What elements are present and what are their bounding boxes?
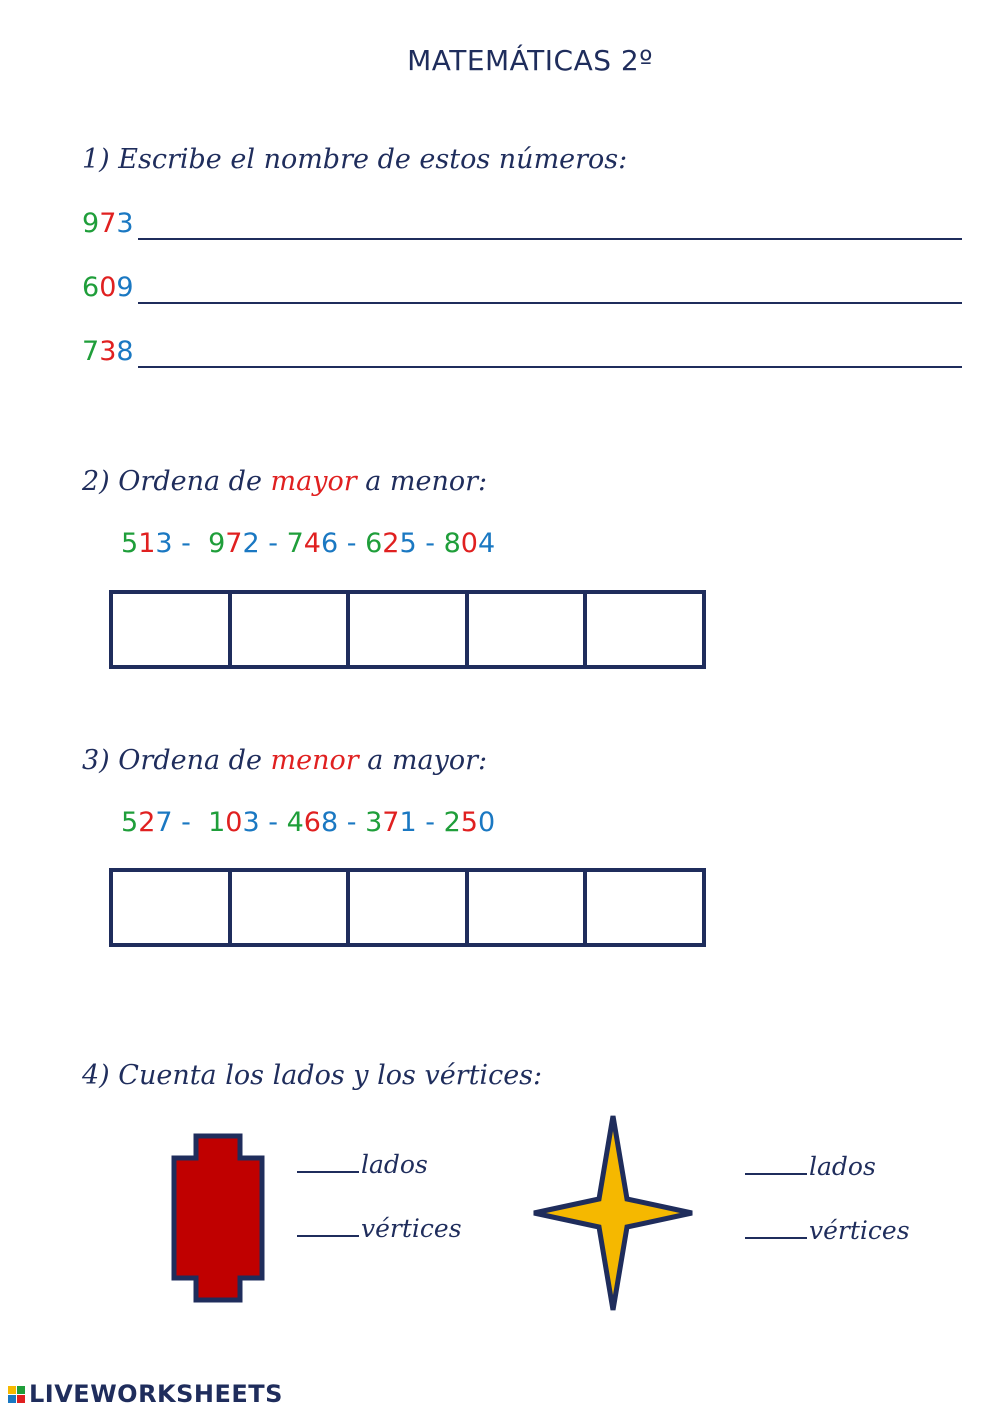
seq-number <box>208 528 260 559</box>
q1-answer-line-1[interactable] <box>138 238 962 240</box>
question-1-heading: 1) Escribe el nombre de estos números: <box>82 144 628 175</box>
yellow-star-shape <box>530 1112 696 1314</box>
logo-text: LIVEWORKSHEETS <box>29 1380 283 1408</box>
vertices-label: vértices <box>361 1214 462 1243</box>
seq-number <box>444 807 496 838</box>
vertices-blank[interactable] <box>297 1235 359 1237</box>
q1-answer-line-3[interactable] <box>138 366 962 368</box>
digit-tens: 4 <box>303 528 321 559</box>
digit-units: 9 <box>116 272 134 303</box>
digit-hundreds: 7 <box>82 336 100 367</box>
separator: - <box>346 807 357 838</box>
sides-blank[interactable] <box>297 1171 359 1173</box>
digit-tens: 7 <box>225 528 243 559</box>
digit-tens: 6 <box>303 807 321 838</box>
seq-number <box>208 807 260 838</box>
shape1-vertices-answer <box>297 1214 462 1243</box>
question-3-heading <box>82 745 487 776</box>
shape1-sides-answer <box>297 1150 428 1179</box>
vertices-label: vértices <box>809 1216 910 1245</box>
answer-box[interactable] <box>350 872 469 943</box>
shape2-sides-answer <box>745 1152 876 1181</box>
separator: - <box>425 807 435 838</box>
q1-number-2 <box>82 272 134 303</box>
q1-number-3 <box>82 336 134 367</box>
separator: - <box>181 528 191 559</box>
digit-tens: 3 <box>99 336 117 367</box>
digit-tens: 5 <box>460 807 478 838</box>
sides-label: lados <box>361 1150 428 1179</box>
digit-units: 7 <box>155 807 173 838</box>
seq-number <box>365 807 417 838</box>
digit-hundreds: 4 <box>286 807 304 838</box>
digit-tens: 0 <box>99 272 117 303</box>
heading-text: 3) Ordena de <box>82 745 271 776</box>
question-4-heading: 4) Cuenta los lados y los vértices: <box>82 1060 543 1091</box>
digit-hundreds: 9 <box>208 528 226 559</box>
answer-box[interactable] <box>587 594 702 665</box>
digit-hundreds: 5 <box>121 807 139 838</box>
q2-number-sequence <box>121 528 495 559</box>
digit-tens: 7 <box>99 208 117 239</box>
digit-units: 3 <box>155 528 173 559</box>
page-title: MATEMÁTICAS 2º <box>407 44 653 77</box>
q1-number-1 <box>82 208 134 239</box>
question-2-heading <box>82 466 487 497</box>
seq-number <box>287 807 339 838</box>
digit-tens: 1 <box>138 528 156 559</box>
answer-box[interactable] <box>232 594 351 665</box>
logo-icon <box>8 1386 25 1403</box>
digit-hundreds: 2 <box>443 807 461 838</box>
shape2-vertices-answer <box>745 1216 910 1245</box>
separator: - <box>346 528 357 559</box>
star-outline <box>534 1116 692 1310</box>
separator: - <box>181 807 191 838</box>
separator: - <box>425 528 435 559</box>
answer-box[interactable] <box>113 594 232 665</box>
sides-label: lados <box>809 1152 876 1181</box>
digit-hundreds: 8 <box>443 528 461 559</box>
q3-number-sequence <box>121 807 495 838</box>
digit-hundreds: 6 <box>365 528 383 559</box>
digit-units: 3 <box>242 807 260 838</box>
digit-hundreds: 9 <box>82 208 100 239</box>
red-polygon-shape <box>168 1132 268 1304</box>
digit-units: 3 <box>116 208 134 239</box>
seq-number <box>121 528 173 559</box>
digit-units: 8 <box>320 807 339 838</box>
digit-units: 1 <box>399 807 417 838</box>
digit-hundreds: 5 <box>121 528 139 559</box>
digit-tens: 2 <box>138 807 156 838</box>
digit-hundreds: 6 <box>82 272 100 303</box>
vertices-blank[interactable] <box>745 1237 807 1239</box>
footer-logo <box>8 1380 283 1408</box>
digit-units: 8 <box>116 336 134 367</box>
separator: - <box>268 528 278 559</box>
answer-box[interactable] <box>469 872 588 943</box>
digit-tens: 2 <box>382 528 400 559</box>
digit-hundreds: 3 <box>365 807 383 838</box>
digit-units: 0 <box>477 807 496 838</box>
seq-number <box>365 528 417 559</box>
answer-box[interactable] <box>350 594 469 665</box>
separator: - <box>268 807 278 838</box>
answer-box[interactable] <box>113 872 232 943</box>
answer-box[interactable] <box>232 872 351 943</box>
digit-units: 6 <box>320 528 339 559</box>
polygon-outline <box>174 1136 262 1300</box>
digit-tens: 0 <box>460 528 478 559</box>
answer-box[interactable] <box>587 872 702 943</box>
heading-accent: menor <box>270 745 359 776</box>
digit-hundreds: 7 <box>286 528 304 559</box>
seq-number <box>121 807 173 838</box>
heading-text: 2) Ordena de <box>82 466 271 497</box>
seq-number <box>444 528 496 559</box>
q3-answer-boxes <box>109 868 706 947</box>
digit-units: 4 <box>477 528 496 559</box>
seq-number <box>287 528 339 559</box>
digit-tens: 7 <box>382 807 400 838</box>
q2-answer-boxes <box>109 590 706 669</box>
digit-hundreds: 1 <box>208 807 226 838</box>
heading-text: a mayor: <box>358 745 488 776</box>
digit-units: 2 <box>242 528 260 559</box>
heading-text: a menor: <box>356 466 488 497</box>
q1-answer-line-2[interactable] <box>138 302 962 304</box>
digit-tens: 0 <box>225 807 243 838</box>
sides-blank[interactable] <box>745 1173 807 1175</box>
heading-accent: mayor <box>270 466 357 497</box>
answer-box[interactable] <box>469 594 588 665</box>
digit-units: 5 <box>399 528 417 559</box>
